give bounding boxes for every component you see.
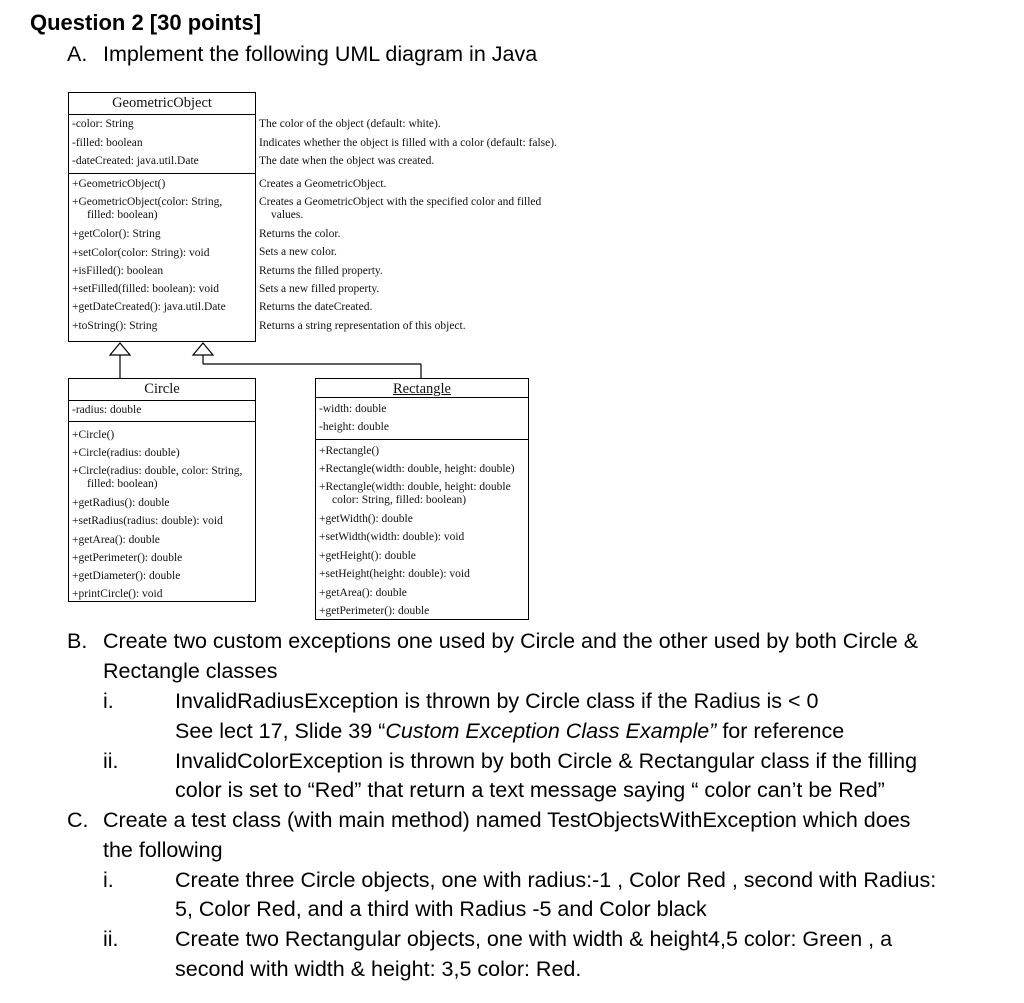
geometric-method: +getDateCreated(): java.util.Date	[72, 301, 226, 313]
part-b-i-text: for reference	[716, 719, 845, 743]
rectangle-method: +Rectangle()	[319, 445, 380, 457]
geometric-method: +toString(): String	[72, 320, 158, 332]
geometric-field: -color: String	[72, 118, 134, 130]
part-b-ii-line: color is set to “Red” that return a text message saying “ color can’t be Red”	[175, 778, 885, 802]
geometric-description: Sets a new color.	[259, 246, 337, 258]
circle-box	[68, 378, 256, 602]
circle-method: +getArea(): double	[72, 534, 160, 546]
circle-field: -radius: double	[72, 404, 142, 416]
part-b-ii-line: InvalidColorException is thrown by both Circle & Rectangular class if the filling	[175, 749, 918, 773]
part-c-i-line: Create three Circle objects, one with radius:-1 , Color Red , second with Radius:	[175, 868, 937, 892]
inheritance-arrows	[0, 0, 1024, 400]
slide-reference: Custom Exception Class Example”	[385, 719, 717, 743]
geometric-object-name: GeometricObject	[112, 95, 212, 111]
part-a-letter: A.	[67, 42, 88, 66]
part-c-i-number: i.	[103, 868, 114, 892]
geometric-field: -dateCreated: java.util.Date	[72, 155, 199, 167]
part-b-line: Create two custom exceptions one used by Circle and the other used by both Circle &	[103, 629, 919, 653]
rectangle-name: Rectangle	[393, 381, 451, 397]
part-c-ii-number: ii.	[103, 927, 119, 951]
geometric-method: +GeometricObject()	[72, 178, 166, 190]
part-c-i-line: 5, Color Red, and a third with Radius -5 and Color black	[175, 897, 707, 921]
part-a-text: Implement the following UML diagram in Java	[103, 42, 538, 66]
geometric-method: +getColor(): String	[72, 228, 161, 240]
part-c-line: the following	[103, 838, 223, 862]
part-c-ii-line: second with width & height: 3,5 color: Red.	[175, 957, 582, 981]
geometric-method: +setFilled(filled: boolean): void	[72, 283, 220, 295]
geometric-field: -filled: boolean	[72, 137, 143, 149]
part-c-letter: C.	[67, 808, 89, 832]
geometric-description: Creates a GeometricObject with the specified color and filled	[259, 196, 542, 208]
rectangle-method: +getArea(): double	[319, 587, 407, 599]
rectangle-method: color: String, filled: boolean)	[332, 494, 467, 506]
rectangle-field: -height: double	[319, 421, 389, 433]
geometric-method: +setColor(color: String): void	[72, 247, 210, 259]
circle-method: +Circle(radius: double)	[72, 447, 180, 459]
geometric-method: filled: boolean)	[87, 209, 158, 221]
rectangle-method: +setWidth(width: double): void	[319, 531, 465, 543]
rectangle-field: -width: double	[319, 403, 387, 415]
rectangle-method: +getPerimeter(): double	[319, 605, 430, 617]
part-b-i-number: i.	[103, 689, 114, 713]
part-b-i-line	[175, 719, 844, 744]
part-b-i-line: InvalidRadiusException is thrown by Circle class if the Radius is < 0	[175, 689, 819, 713]
part-b-ii-number: ii.	[103, 749, 119, 773]
part-b-line: Rectangle classes	[103, 659, 278, 683]
rectangle-method: +setHeight(height: double): void	[319, 568, 470, 580]
rectangle-method: +Rectangle(width: double, height: double)	[319, 463, 515, 475]
circle-method: +getDiameter(): double	[72, 570, 181, 582]
part-c-line: Create a test class (with main method) named TestObjectsWithException which does	[103, 808, 911, 832]
circle-method: +setRadius(radius: double): void	[72, 515, 223, 527]
geometric-description: Sets a new filled property.	[259, 283, 380, 295]
circle-method: +Circle()	[72, 429, 115, 441]
circle-name: Circle	[144, 381, 180, 397]
part-c-ii-line: Create two Rectangular objects, one with width & height4,5 color: Green , a	[175, 927, 893, 951]
circle-method: +printCircle(): void	[72, 588, 163, 600]
geometric-description: Creates a GeometricObject.	[259, 178, 387, 190]
circle-method: +getPerimeter(): double	[72, 552, 183, 564]
geometric-description: Indicates whether the object is filled with a color (default: false).	[259, 137, 557, 149]
geometric-description: Returns the filled property.	[259, 265, 383, 277]
geometric-description: Returns a string representation of this object.	[259, 320, 466, 332]
question-title: Question 2 [30 points]	[30, 10, 262, 35]
geometric-description: The date when the object was created.	[259, 155, 435, 167]
circle-method: +getRadius(): double	[72, 497, 170, 509]
rectangle-method: +getWidth(): double	[319, 513, 413, 525]
rectangle-method: +Rectangle(width: double, height: double	[319, 481, 511, 493]
rectangle-box	[315, 378, 529, 620]
circle-method: filled: boolean)	[87, 478, 158, 490]
rectangle-method: +getHeight(): double	[319, 550, 416, 562]
circle-method: +Circle(radius: double, color: String,	[72, 465, 243, 477]
part-b-i-text: See lect 17, Slide 39 “	[175, 719, 386, 743]
part-b-letter: B.	[67, 629, 88, 653]
geometric-description: values.	[271, 209, 304, 221]
geometric-method: +isFilled(): boolean	[72, 265, 164, 277]
geometric-description: Returns the color.	[259, 228, 341, 240]
geometric-description: The color of the object (default: white).	[259, 118, 441, 130]
geometric-description: Returns the dateCreated.	[259, 301, 373, 313]
geometric-method: +GeometricObject(color: String,	[72, 196, 223, 208]
